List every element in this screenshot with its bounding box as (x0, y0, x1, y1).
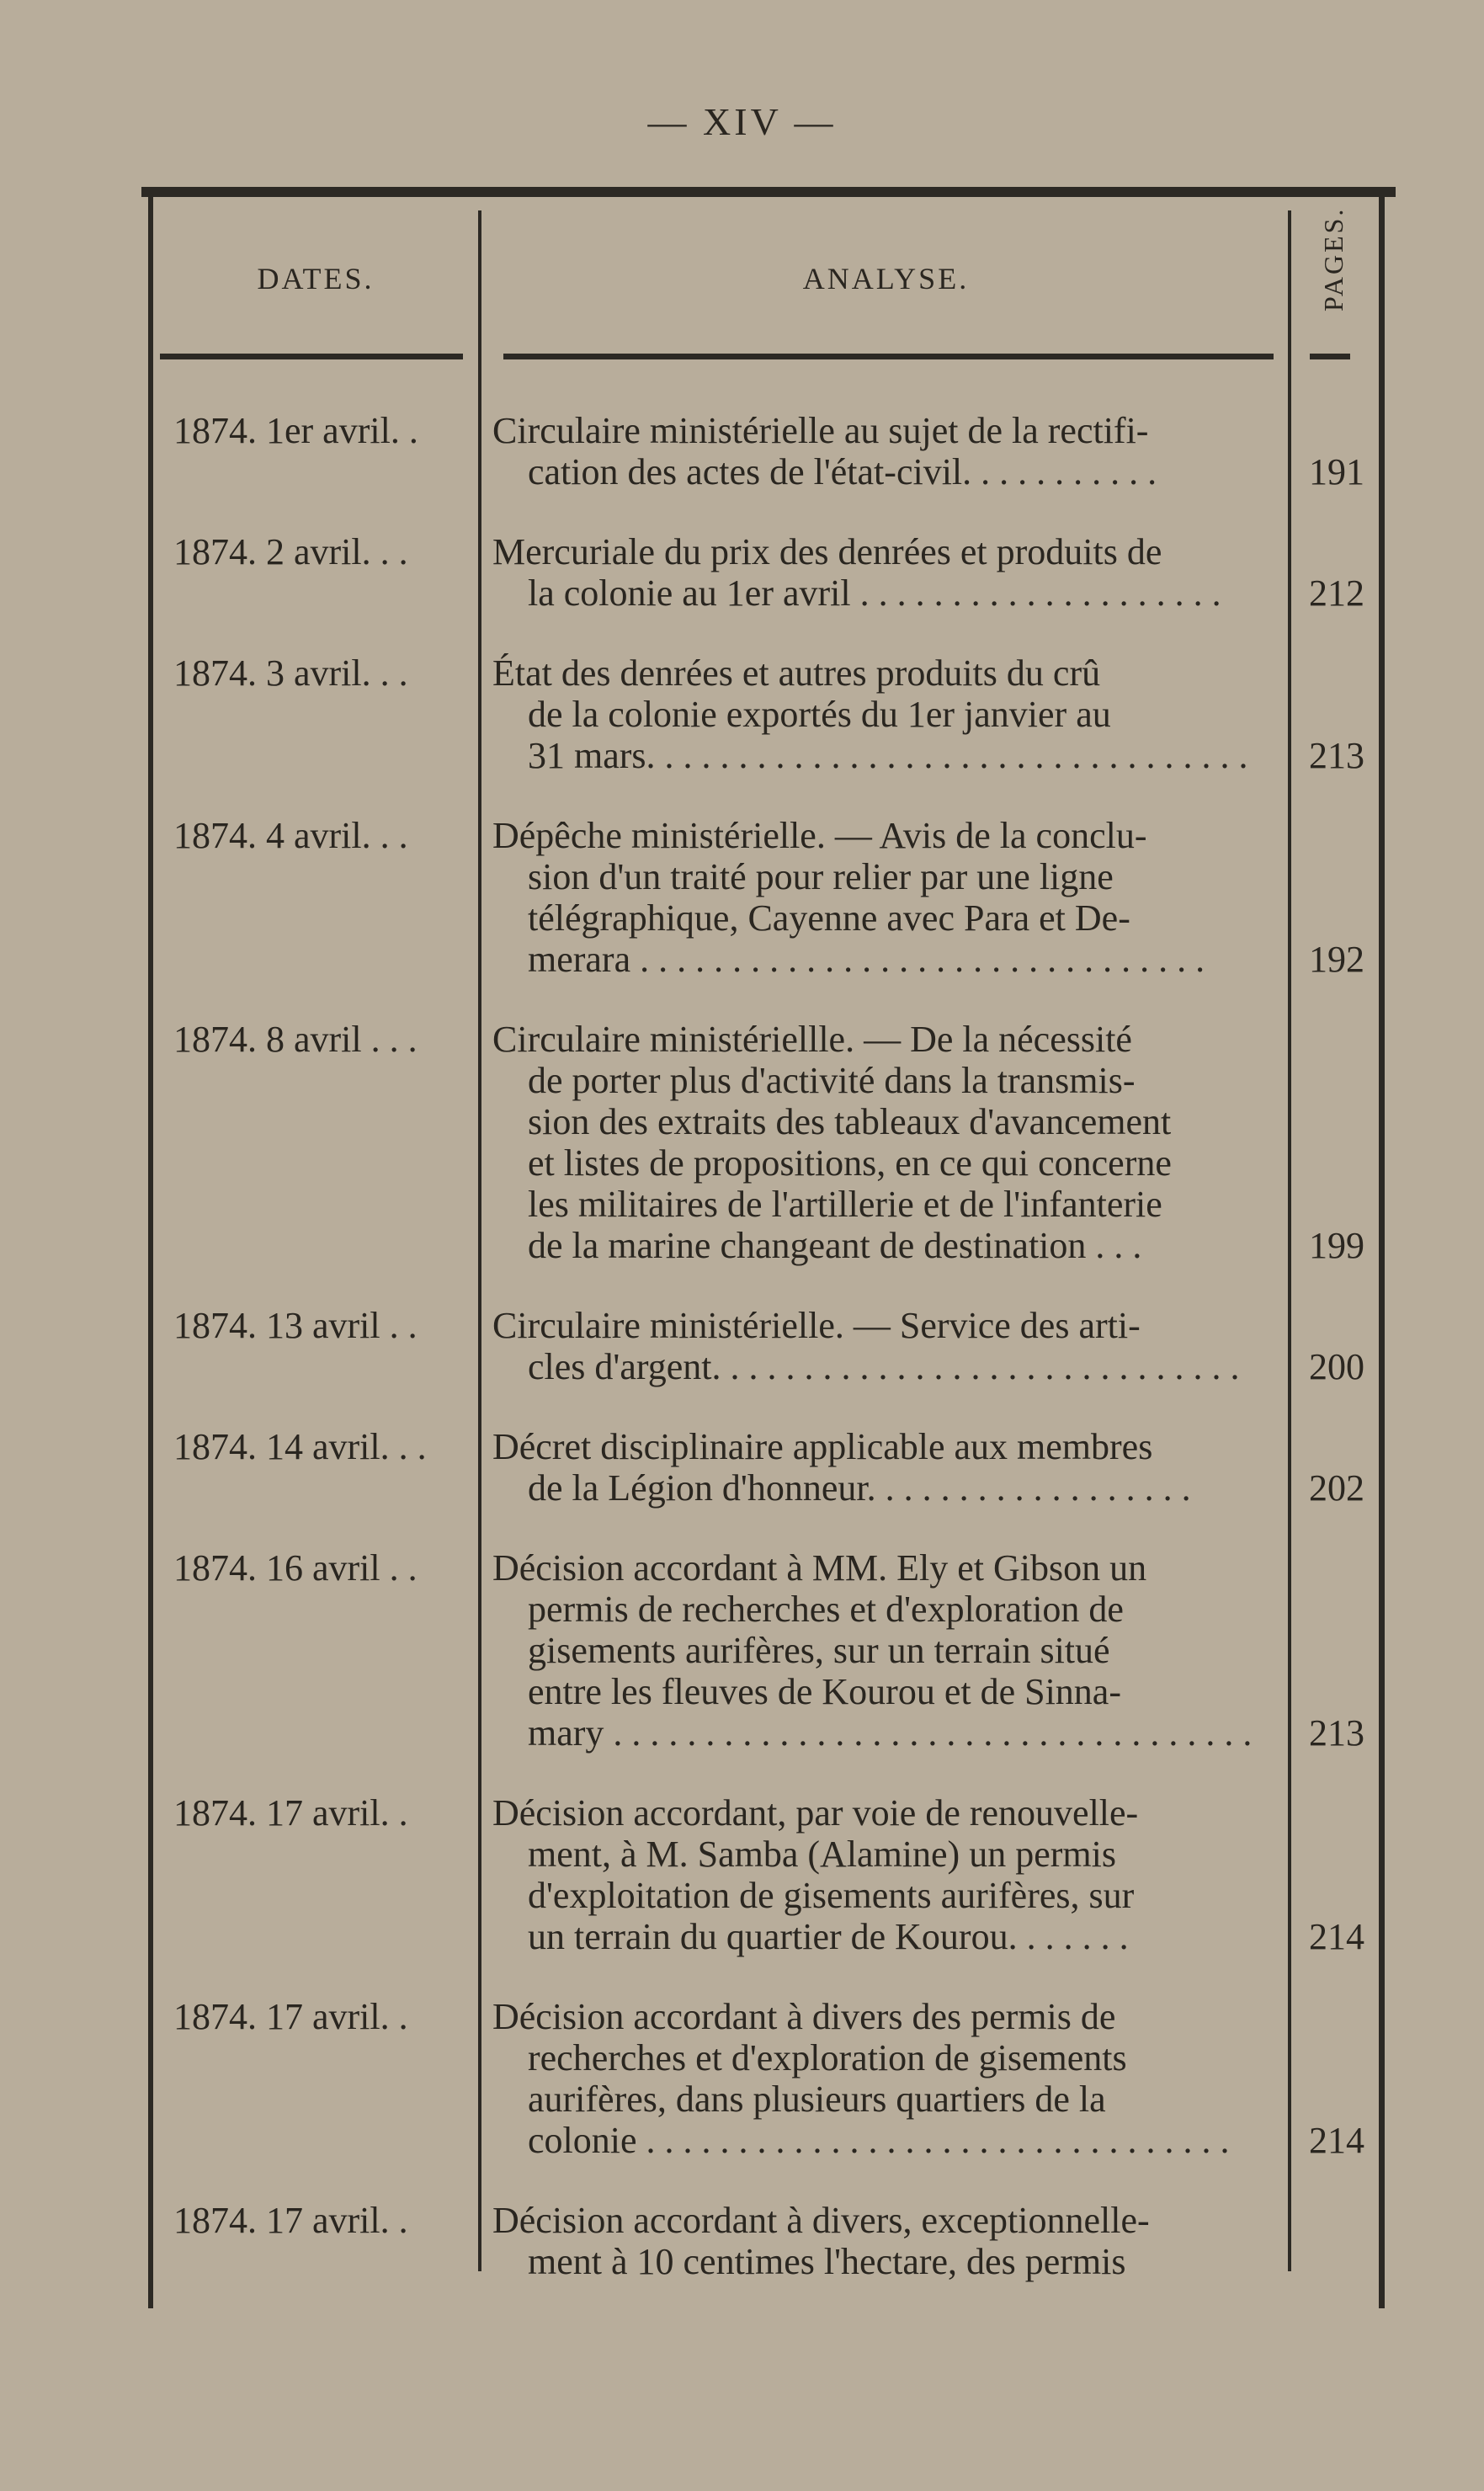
analysis-line: Décision accordant, par voie de renouvelle- (492, 1792, 1139, 1834)
analysis-line: recherches et d'exploration de gisements (528, 2037, 1127, 2078)
entry-analysis (492, 815, 1279, 980)
analysis-line: la colonie au 1er avril . . . . . . . . . . . . . . . . . . . . (528, 572, 1221, 614)
entry-page-number: 213 (1309, 1712, 1364, 1754)
entry-page-number: 200 (1309, 1346, 1364, 1387)
analysis-line: Décision accordant à divers des permis de (492, 1996, 1116, 2037)
analysis-line: cles d'argent. . . . . . . . . . . . . . . . . . . . . . . . . . . . . (528, 1346, 1240, 1387)
entry-page-number: 191 (1309, 451, 1364, 492)
analysis-line: de la colonie exportés du 1er janvier au (528, 694, 1111, 735)
analysis-line: Décision accordant à divers, exceptionnelle- (492, 2200, 1150, 2241)
entry-analysis (492, 1426, 1279, 1509)
analysis-line: État des denrées et autres produits du crû (492, 652, 1101, 694)
analysis-line: et listes de propositions, en ce qui concerne (528, 1142, 1172, 1184)
analysis-line: gisements aurifères, sur un terrain situé (528, 1630, 1110, 1671)
analysis-line: télégraphique, Cayenne avec Para et De- (528, 897, 1130, 939)
dates-header-rule (160, 354, 463, 359)
entry-analysis (492, 2200, 1279, 2282)
entry-page-number: 214 (1309, 1916, 1364, 1957)
table-top-rule (141, 187, 1396, 197)
dates-header: DATES. (257, 262, 375, 295)
pages-header-rule (1310, 354, 1350, 359)
entry-date: 1874. 14 avril. . . (173, 1426, 427, 1467)
analysis-line: d'exploitation de gisements aurifères, sur (528, 1875, 1135, 1916)
entry-date: 1874. 2 avril. . . (173, 531, 408, 572)
analysis-line: de porter plus d'activité dans la transmis- (528, 1060, 1136, 1101)
analysis-header: ANALYSE. (802, 262, 970, 295)
entry-date: 1874. 17 avril. . (173, 1792, 408, 1834)
analysis-line: aurifères, dans plusieurs quartiers de la (528, 2078, 1106, 2120)
table-right-border (1379, 197, 1385, 2308)
analysis-line: les militaires de l'artillerie et de l'infanterie (528, 1184, 1162, 1225)
page-number: — XIV — (647, 100, 837, 143)
entry-date: 1874. 3 avril. . . (173, 652, 408, 694)
entry-analysis (492, 1305, 1279, 1387)
analysis-line: Décision accordant à MM. Ely et Gibson un (492, 1547, 1147, 1589)
analysis-line: de la marine changeant de destination . . . (528, 1225, 1142, 1266)
entry-date: 1874. 13 avril . . (173, 1305, 418, 1346)
entry-page-number: 192 (1309, 939, 1364, 980)
analysis-line: merara . . . . . . . . . . . . . . . . . . . . . . . . . . . . . . . (528, 939, 1205, 980)
analysis-line: Circulaire ministérielle. — Service des arti- (492, 1305, 1141, 1346)
entry-date: 1874. 4 avril. . . (173, 815, 408, 856)
entry-analysis (492, 1019, 1279, 1266)
entry-page-number: 212 (1309, 572, 1364, 614)
entry-page-number: 213 (1309, 735, 1364, 776)
pages-header: PAGES. (1318, 206, 1348, 311)
analysis-line: Circulaire ministériellle. — De la nécessité (492, 1019, 1132, 1060)
analysis-line: Décret disciplinaire applicable aux membres (492, 1426, 1153, 1467)
analysis-line: sion d'un traité pour relier par une ligne (528, 856, 1114, 897)
analysis-header-rule (503, 354, 1274, 359)
entry-date: 1874. 17 avril. . (173, 2200, 408, 2241)
analysis-pages-divider (1288, 210, 1291, 2271)
entry-date: 1874. 1er avril. . (173, 410, 418, 451)
dates-analysis-divider (478, 210, 481, 2271)
entry-date: 1874. 16 avril . . (173, 1547, 418, 1589)
analysis-line: Mercuriale du prix des denrées et produits de (492, 531, 1162, 572)
entry-analysis (492, 1547, 1279, 1754)
entry-page-number: 199 (1309, 1225, 1364, 1266)
analysis-line: un terrain du quartier de Kourou. . . . . . . (528, 1916, 1129, 1957)
analysis-line: cation des actes de l'état-civil. . . . . . . . . . . (528, 451, 1157, 492)
entry-date: 1874. 8 avril . . . (173, 1019, 418, 1060)
analysis-line: mary . . . . . . . . . . . . . . . . . . . . . . . . . . . . . . . . . . . (528, 1712, 1253, 1754)
entry-analysis (492, 531, 1279, 614)
entry-date: 1874. 17 avril. . (173, 1996, 408, 2037)
entry-analysis (492, 1792, 1279, 1957)
entry-page-number: 202 (1309, 1467, 1364, 1509)
analysis-line: entre les fleuves de Kourou et de Sinna- (528, 1671, 1121, 1712)
analysis-line: colonie . . . . . . . . . . . . . . . . . . . . . . . . . . . . . . . . (528, 2120, 1230, 2161)
entry-page-number: 214 (1309, 2120, 1364, 2161)
analysis-line: Circulaire ministérielle au sujet de la rectifi- (492, 410, 1149, 451)
analysis-line: sion des extraits des tableaux d'avancement (528, 1101, 1172, 1142)
analysis-line: ment à 10 centimes l'hectare, des permis (528, 2241, 1126, 2282)
analysis-line: permis de recherches et d'exploration de (528, 1589, 1124, 1630)
entry-analysis (492, 1996, 1279, 2161)
entry-analysis (492, 652, 1279, 776)
entry-analysis (492, 410, 1279, 492)
analysis-line: ment, à M. Samba (Alamine) un permis (528, 1834, 1116, 1875)
table-left-border (148, 197, 153, 2308)
analysis-line: 31 mars. . . . . . . . . . . . . . . . . . . . . . . . . . . . . . . . . (528, 735, 1248, 776)
analysis-line: de la Légion d'honneur. . . . . . . . . . . . . . . . . . (528, 1467, 1191, 1509)
analysis-line: Dépêche ministérielle. — Avis de la conclu- (492, 815, 1147, 856)
